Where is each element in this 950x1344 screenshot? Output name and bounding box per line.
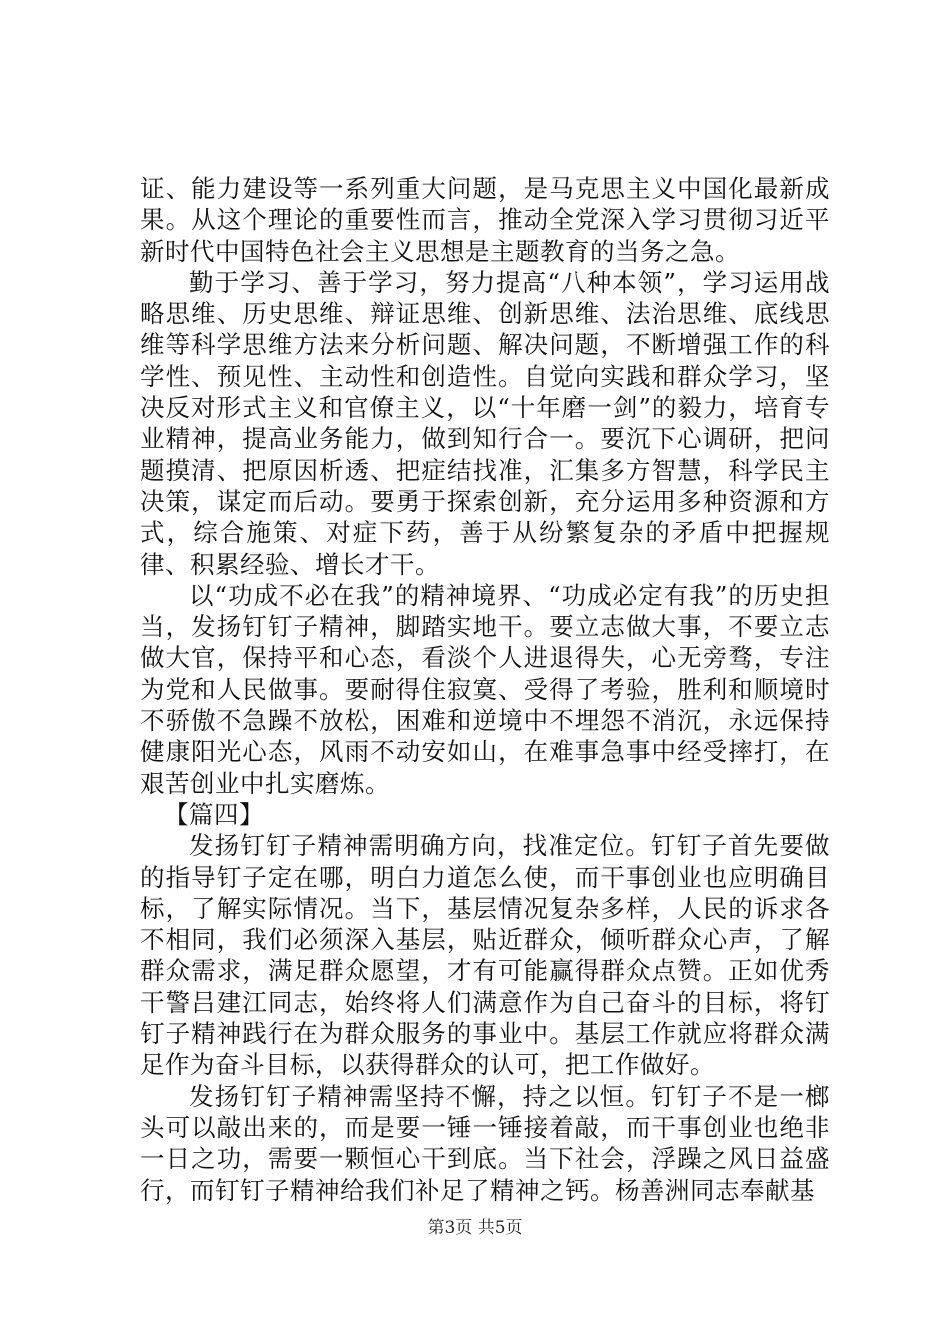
paragraph-continued: 证、能力建设等一系列重大问题，是马克思主义中国化最新成果。从这个理论的重要性而言，推动全党深入学习贯彻习近平新时代中国特色社会主义思想是主题教育的当务之急。 (140, 174, 830, 266)
body-text (140, 173, 830, 1206)
paragraph-study: 勤于学习、善于学习，努力提高“八种本领”，学习运用战略思维、历史思维、辩证思维、创新思维、法治思维、底线思维等科学思维方法来分析问题、解决问题，不断增强工作的科学性、预见性、主动性和创造性。自觉向实践和群众学习，坚决反对形式主义和官僚主义，以“十年磨一剑”的毅力，培育专业精神，提高业务能力，做到知行合一。要沉下心调研，把问题摸清、把原因析透、把症结找准，汇集多方智慧，科学民主决策，谋定而后动。要勇于探索创新，充分运用多种资源和方式，综合施策、对症下药，善于从纷繁复杂的矛盾中把握规律、积累经验、增长才干。 (140, 267, 830, 579)
paragraph-direction: 发扬钉钉子精神需明确方向，找准定位。钉钉子首先要做的指导钉子定在哪，明白力道怎么使，而干事创业也应明确目标，了解实际情况。当下，基层情况复杂多样，人民的诉求各不相同，我们必须深入基层，贴近群众，倾听群众心声，了解群众需求，满足群众愿望，才有可能赢得群众点赞。正如优秀干警吕建江同志，始终将人们满意作为自己奋斗的目标，将钉钉子精神践行在为群众服务的事业中。基层工作就应将群众满足作为奋斗目标，以获得群众的认可，把工作做好。 (140, 831, 830, 1080)
paragraph-persistence: 发扬钉钉子精神需坚持不懈，持之以恒。钉钉子不是一榔头可以敲出来的，而是要一锤一锤接着敲，而干事创业也绝非一日之功，需要一颗恒心干到底。当下社会，浮躁之风日益盛行，而钉钉子精神给我们补足了精神之钙。杨善洲同志奉献基 (140, 1081, 830, 1205)
section-heading: 【篇四】 (164, 799, 264, 829)
paragraph-spirit: 以“功成不必在我”的精神境界、“功成必定有我”的历史担当，发扬钉钉子精神，脚踏实地干。要立志做大事，不要立志做大官，保持平和心态，看淡个人进退得失，心无旁骛，专注为党和人民做事。要耐得住寂寞、受得了考验，胜利和顺境时不骄傲不急躁不放松，困难和逆境中不埋怨不消沉，永远保持健康阳光心态，风雨不动安如山，在难事急事中经受摔打，在艰苦创业中扎实磨炼。 (140, 580, 830, 798)
page-footer: 第3页 共5页 (427, 1218, 523, 1238)
